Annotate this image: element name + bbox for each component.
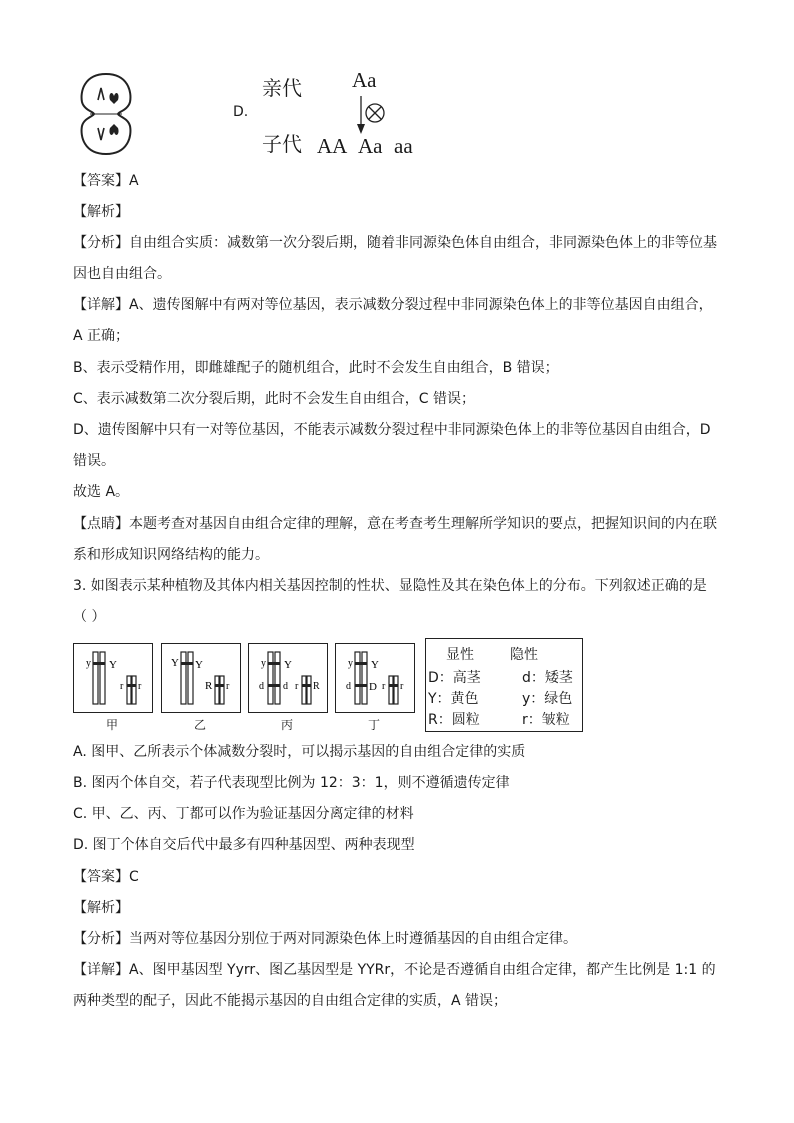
gene-label: r [120, 681, 124, 692]
q3-stem-line2: （ ） [73, 609, 106, 625]
chromosome-diagram-ding [336, 644, 414, 712]
gene-label: y [348, 658, 353, 669]
gene-label: r [295, 681, 299, 692]
q2-comment-line1: 【点睛】本题考查对基因自由组合定律的理解，意在考查考生理解所学知识的要点，把握知识间的内在联 [73, 516, 717, 532]
gene-label: Y [109, 659, 117, 671]
offspring-aa-upper: AA [317, 134, 348, 158]
gene-label: Y [371, 659, 379, 671]
gene-label: R [205, 680, 213, 692]
q2-analysis-line1: 【分析】自由组合实质：减数第一次分裂后期，随着非同源染色体自由组合，非同源染色体上的非等位基 [73, 235, 717, 251]
cell-bing [248, 643, 328, 713]
cell-ding [335, 643, 415, 713]
q2-detail-line6: 错误。 [73, 453, 115, 469]
gene-label: r [138, 681, 142, 692]
gene-label: Y [171, 657, 179, 669]
q3-option-d: D. 图丁个体自交后代中最多有四种基因型、两种表现型 [73, 837, 415, 853]
q3-option-c: C. 甲、乙、丙、丁都可以作为验证基因分离定律的材料 [73, 806, 414, 822]
cell-caption-ding: 丁 [367, 718, 380, 732]
q3-stem-line1: 3. 如图表示某种植物及其体内相关基因控制的性状、显隐性及其在染色体上的分布。下列叙述正确的是 [73, 578, 707, 594]
q3-detail-line2: 两种类型的配子，因此不能揭示基因的自由组合定律的实质，A 错误； [73, 993, 508, 1009]
cell-caption-bing: 丙 [280, 718, 293, 732]
gene-label: r [226, 681, 230, 692]
legend-recessive-row: d：矮茎 [522, 670, 573, 686]
cell-caption-yi: 乙 [193, 718, 206, 732]
legend-dominant-row: Y：黄色 [428, 691, 479, 707]
parent-genotype: Aa [352, 68, 377, 92]
cell-yi [161, 643, 241, 713]
q2-analysis-line2: 因也自由组合。 [73, 266, 171, 282]
gene-label: R [313, 681, 320, 692]
q2-detail-line3: B、表示受精作用，即雌雄配子的随机组合，此时不会发生自由组合，B 错误； [73, 360, 559, 376]
gene-label: r [382, 681, 386, 692]
q3-option-a: A. 图甲、乙所表示个体减数分裂时，可以揭示基因的自由组合定律的实质 [73, 744, 526, 760]
gene-label: y [86, 658, 91, 669]
cell-caption-jia: 甲 [105, 718, 118, 732]
chromosome-diagram-jia [74, 644, 152, 712]
legend-recessive-header: 隐性 [510, 647, 538, 663]
chromosome-diagram-yi [162, 644, 240, 712]
legend-recessive-row: y：绿色 [522, 691, 573, 707]
q3-analysis: 【分析】当两对等位基因分别位于两对同源染色体上时遵循基因的自由组合定律。 [73, 931, 577, 947]
q3-answer: 【答案】C [73, 869, 139, 885]
trait-legend [425, 638, 583, 732]
q2-detail-line5: D、遗传图解中只有一对等位基因，不能表示减数分裂过程中非同源染色体上的非等位基因自由组合，D [73, 422, 711, 438]
legend-dominant-row: D：高茎 [428, 670, 481, 686]
gene-label: d [346, 681, 351, 692]
gene-label: D [369, 681, 377, 693]
legend-dominant-header: 显性 [446, 647, 474, 663]
legend-recessive-row: r：皱粒 [522, 712, 570, 728]
cell-division-figure [76, 70, 136, 158]
self-cross-arrow [350, 94, 390, 136]
legend-dominant-row: R：圆粒 [428, 712, 480, 728]
q2-detail-line1: 【详解】A、遗传图解中有两对等位基因，表示减数分裂过程中非同源染色体上的非等位基因自由组合， [73, 297, 713, 313]
q2-answer: 【答案】A [73, 173, 139, 189]
q2-detail-line4: C、表示减数第二次分裂后期，此时不会发生自由组合，C 错误； [73, 391, 475, 407]
q2-jiexi: 【解析】 [73, 204, 129, 220]
parent-label: 亲代 [262, 76, 302, 100]
q3-detail-line1: 【详解】A、图甲基因型 Yyrr、图乙基因型是 YYRr，不论是否遵循自由组合定律，都产生比例是 1:1 的 [73, 962, 716, 978]
q3-jiexi: 【解析】 [73, 900, 129, 916]
gene-label: Y [284, 659, 292, 671]
gene-label: d [283, 681, 288, 692]
q3-option-b: B. 图丙个体自交，若子代表现型比例为 12：3：1，则不遵循遗传定律 [73, 775, 510, 791]
chromosome-diagram-bing [249, 644, 327, 712]
offspring-aa-lower: aa [394, 134, 413, 158]
cell-jia [73, 643, 153, 713]
gene-label: Y [195, 659, 203, 671]
offspring-aa-mixed: Aa [358, 134, 383, 158]
child-label: 子代 [262, 132, 302, 156]
gene-label: y [261, 658, 266, 669]
gene-label: r [400, 681, 404, 692]
q2-detail-line2: A 正确； [73, 328, 130, 344]
option-d-label: D. [233, 104, 249, 120]
gene-label: d [259, 681, 264, 692]
q2-conclusion: 故选 A。 [73, 484, 130, 500]
q2-comment-line2: 系和形成知识网络结构的能力。 [73, 547, 269, 563]
